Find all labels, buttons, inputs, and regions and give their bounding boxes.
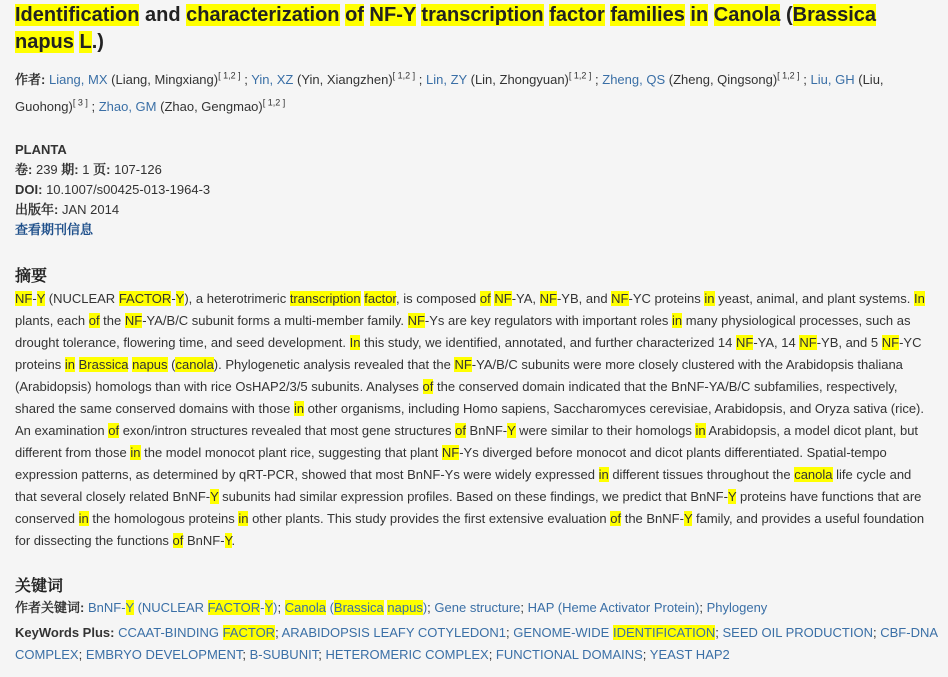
abstract-term-highlight: Y [175, 291, 185, 306]
author-full-name: (Liu, Guohong) [15, 72, 884, 114]
affiliation-ref[interactable]: [ 3 ] [72, 97, 88, 108]
abstract-term-segment: yeast, animal, and plant systems. [714, 291, 914, 306]
abstract-term-segment: ). Phylogenetic analysis revealed that the [213, 357, 455, 372]
article-title [15, 2, 940, 56]
abstract-term-highlight: canola [175, 357, 214, 372]
abstract-term-highlight: of [479, 291, 491, 306]
author-entry: Liu, GH (Liu, Guohong)[ 3 ] ; [15, 72, 884, 114]
keyword-segment[interactable]: ( [325, 600, 334, 615]
separator: ; [275, 625, 279, 640]
abstract-text [15, 288, 935, 552]
keywords-plus-label: KeyWords Plus: [15, 625, 115, 640]
abstract-term-highlight: transcription [289, 291, 361, 306]
author-entry [95, 99, 285, 114]
title-term-highlight: families [610, 4, 685, 26]
author-link[interactable]: Liu, GH [810, 72, 855, 87]
abstract-term-segment: ), a heterotrimeric [184, 291, 290, 306]
keyword-highlight[interactable]: Brassica [333, 600, 384, 615]
title-term-highlight: Identification [15, 4, 140, 26]
separator: ; [242, 647, 246, 662]
doi-value: 10.1007/s00425-013-1964-3 [46, 182, 211, 197]
title-term-highlight: in [690, 4, 709, 26]
abstract-term-highlight: In [349, 335, 361, 350]
abstract-term-highlight: in [238, 511, 249, 526]
keyword-plus-segment[interactable]: CCAAT-BINDING [118, 625, 223, 640]
keyword-plus-segment[interactable]: HETEROMERIC COMPLEX [321, 647, 489, 662]
affiliation-ref[interactable]: [ 1,2 ] [568, 70, 592, 81]
abstract-term-highlight: factor [364, 291, 397, 306]
journal-name: PLANTA [15, 142, 67, 157]
abstract-term-highlight: in [598, 467, 609, 482]
separator: ; [520, 600, 525, 615]
keyword-highlight[interactable]: FACTOR [207, 600, 261, 615]
keyword-segment[interactable]: ) [422, 600, 428, 615]
abstract-term-highlight: of [610, 511, 622, 526]
separator: ; [318, 647, 322, 662]
abstract-term-segment: were similar to their homologs [515, 423, 696, 438]
keyword-plus-highlight[interactable]: IDENTIFICATION [612, 625, 716, 640]
abstract-term-highlight: in [130, 445, 141, 460]
abstract-term-highlight: NF [124, 313, 143, 328]
title-term-highlight: Brassica [792, 4, 877, 26]
author-full-name: (Liang, Mingxiang) [111, 72, 219, 87]
author-full-name: (Yin, Xiangzhen) [297, 72, 393, 87]
abstract-term-highlight: Y [727, 489, 737, 504]
separator: ; [488, 647, 493, 662]
keyword-segment[interactable]: ) [273, 600, 278, 615]
abstract-term-segment: the BnNF- [621, 511, 684, 526]
keyword-plus-segment[interactable]: YEAST HAP2 [646, 647, 730, 662]
abstract-term-segment: the model monocot plant rice, suggesting that plant [140, 445, 442, 460]
publication-meta [15, 140, 210, 240]
abstract-term-highlight: napus [132, 357, 168, 372]
abstract-term-segment: BnNF- [183, 533, 225, 548]
pubyear-value: JAN 2014 [61, 202, 120, 217]
title-term-highlight: napus [15, 31, 74, 53]
author-entry: Liang, MX (Liang, Mingxiang)[ 1,2 ] ; [48, 70, 248, 87]
abstract-term-highlight: Y [36, 291, 46, 306]
abstract-term-highlight: Y [683, 511, 693, 526]
author-link[interactable]: Yin, XZ [251, 72, 294, 87]
abstract-term-highlight: of [172, 533, 184, 548]
abstract-term-highlight: NF [454, 357, 472, 372]
abstract-term-highlight: in [64, 357, 75, 372]
title-term-highlight: Canola [713, 4, 781, 26]
pubyear-label: 出版年: [15, 202, 59, 217]
affiliation-ref[interactable]: [ 1,2 ] [777, 70, 800, 81]
author-entry: Zheng, QS (Zheng, Qingsong)[ 1,2 ] ; [602, 70, 807, 87]
keyword-segment[interactable]: HAP (Heme Activator Protein) [524, 600, 700, 615]
abstract-term-segment: -YC proteins [628, 291, 705, 306]
author-full-name: (Zheng, Qingsong) [668, 72, 778, 87]
separator: ; [277, 600, 282, 615]
keyword-highlight[interactable]: Canola [284, 600, 326, 615]
keywords-plus [15, 622, 940, 666]
title-term-segment [708, 4, 714, 26]
keyword-plus-segment[interactable]: SEED OIL PRODUCTION [718, 625, 873, 640]
abstract-term-segment: exon/intron structures revealed that most gene structures [119, 423, 456, 438]
keyword-segment[interactable]: Gene structure [430, 600, 521, 615]
separator: ; [699, 600, 703, 615]
abstract-term-highlight: of [422, 379, 434, 394]
abstract-term-segment: (NUCLEAR [45, 291, 119, 306]
title-term-segment: .) [91, 31, 104, 53]
doi-label: DOI: [15, 182, 43, 197]
abstract-term-segment: ( [167, 357, 176, 372]
abstract-term-highlight: FACTOR [118, 291, 172, 306]
keyword-segment[interactable]: BnNF- [87, 600, 126, 615]
abstract-term-segment: -YA/B/C subunits were more closely clustered with the Arabidopsis thaliana (Arabidopsis) homologs than with rice OsHAP2/3/5 subunits. Analyses [15, 357, 903, 394]
abstract-term-highlight: NF [15, 291, 33, 306]
abstract-term-segment: -YA/B/C subunit forms a multi-member family. [142, 313, 408, 328]
abstract-term-highlight: In [913, 291, 925, 306]
abstract-term-highlight: NF [881, 335, 900, 350]
title-term-highlight: factor [549, 4, 605, 26]
abstract-term-highlight: in [695, 423, 706, 438]
abstract-term-segment: different tissues throughout the [608, 467, 795, 482]
abstract-term-segment: other plants. This study provides the first extensive evaluation [248, 511, 611, 526]
authors-label: 作者: [15, 72, 46, 87]
issue-value: 1 [82, 162, 90, 177]
abstract-term-highlight: NF [799, 335, 817, 350]
abstract-term-segment: Arabidopsis, a model dicot plant, but different from those [15, 423, 919, 460]
abstract-term-segment: - [171, 291, 176, 306]
affiliation-ref[interactable]: [ 1,2 ] [392, 70, 416, 81]
keyword-plus-segment[interactable]: B-SUBUNIT [245, 647, 319, 662]
abstract-term-segment: BnNF- [465, 423, 508, 438]
abstract-term-segment: many physiological processes, such as drought tolerance, flowering time, and seed development. [15, 313, 911, 350]
abstract-term-highlight: of [108, 423, 120, 438]
author-entry: Lin, ZY (Lin, Zhongyuan)[ 1,2 ] ; [426, 70, 599, 87]
abstract-term-segment: plants, each [15, 313, 89, 328]
keyword-segment[interactable]: - [260, 600, 265, 615]
separator: ; [642, 647, 647, 662]
issue-label: 期: [61, 162, 79, 177]
separator: ; [506, 625, 510, 640]
keyword-highlight[interactable]: napus [387, 600, 423, 615]
abstract-term-highlight: Y [224, 533, 232, 548]
author-list [15, 66, 935, 120]
title-term-segment: ( [780, 4, 793, 26]
keyword-plus-segment[interactable]: FUNCTIONAL DOMAINS [492, 647, 643, 662]
author-entry: Yin, XZ (Yin, Xiangzhen)[ 1,2 ] ; [251, 70, 423, 87]
abstract-term-segment: the homologous proteins [88, 511, 239, 526]
abstract-term-segment: , is composed [396, 291, 480, 306]
abstract-heading: 摘要 [15, 268, 48, 285]
affiliation-ref[interactable]: [ 1,2 ] [262, 97, 286, 108]
abstract-term-highlight: in [672, 313, 683, 328]
author-link[interactable]: Zhao, GM [98, 99, 157, 114]
abstract-term-highlight: NF [539, 291, 557, 306]
abstract-term-segment: - [32, 291, 37, 306]
keyword-plus-segment[interactable]: ARABIDOPSIS LEAFY COTYLEDON1 [278, 625, 507, 640]
keyword-highlight[interactable]: Y [125, 600, 134, 615]
title-term-segment [364, 4, 370, 26]
author-keywords [15, 597, 940, 619]
journal-info-link[interactable]: 查看期刊信息 [15, 222, 94, 237]
abstract-term-highlight: NF [611, 291, 629, 306]
abstract-term-segment: -YB, and 5 [816, 335, 882, 350]
abstract-term-highlight: of [455, 423, 466, 438]
keyword-plus-highlight[interactable]: FACTOR [222, 625, 276, 640]
title-term-highlight: characterization [186, 4, 340, 26]
abstract-term-highlight: NF [735, 335, 754, 350]
keyword-highlight[interactable]: Y [264, 600, 274, 615]
abstract-term-highlight: Y [507, 423, 516, 438]
separator: ; [78, 647, 83, 662]
abstract-term-segment: the conserved domain indicated that the BnNF-YA/B/C subfamilies, respectively, shared the same conserved domains with those [15, 379, 898, 416]
author-full-name: (Zhao, Gengmao) [160, 99, 263, 114]
abstract-term-segment: family, and provides a useful foundation for dissecting the functions [15, 511, 925, 548]
title-term-highlight: L [79, 31, 92, 53]
keywords-heading: 关键词 [15, 578, 64, 595]
abstract-term-highlight: canola [794, 467, 833, 482]
volume-label: 卷: [15, 162, 33, 177]
abstract-term-segment: -YB, and [556, 291, 612, 306]
abstract-term-segment: other organisms, including Homo sapiens, Saccharomyces cerevisiae, Arabidopsis, and Oryza sativa (rice). An examination [15, 401, 924, 438]
abstract-term-segment: -Ys are key regulators with important roles [424, 313, 673, 328]
title-term-segment: and [139, 4, 187, 26]
abstract-term-segment: subunits had similar expression profiles. Based on these findings, we predict that BnNF- [218, 489, 728, 504]
author-link[interactable]: Lin, ZY [426, 72, 467, 87]
abstract-term-highlight: NF [494, 291, 512, 306]
abstract-term-highlight: in [293, 401, 305, 416]
separator: ; [873, 625, 877, 640]
author-link[interactable]: Liang, MX [48, 72, 108, 87]
separator: ; [427, 600, 431, 615]
author-keywords-label: 作者关键词: [15, 600, 85, 615]
keyword-plus-segment[interactable]: EMBRYO DEVELOPMENT [82, 647, 243, 662]
separator: ; [715, 625, 719, 640]
keyword-plus-segment[interactable]: CBF-DNA COMPLEX [15, 625, 938, 662]
abstract-term-highlight: in [704, 291, 715, 306]
abstract-term-segment: . [231, 533, 236, 548]
pages-value: 107-126 [114, 162, 162, 177]
abstract-term-highlight: of [88, 313, 100, 328]
keyword-segment[interactable]: Phylogeny [702, 600, 768, 615]
author-link[interactable]: Zheng, QS [602, 72, 666, 87]
abstract-term-highlight: NF [407, 313, 425, 328]
pages-label: 页: [93, 162, 111, 177]
keyword-plus-segment[interactable]: GENOME-WIDE [509, 625, 613, 640]
abstract-term-highlight: Brassica [78, 357, 129, 372]
abstract-term-segment: -YA, [511, 291, 540, 306]
abstract-term-segment: the [99, 313, 125, 328]
abstract-term-highlight: Y [210, 489, 219, 504]
title-term-highlight: of [345, 4, 364, 26]
abstract-term-segment: -Ys diverged before monocot and dicot plants differentiated. Spatial-tempo expression patterns, as determined by qRT-PCR, showed that most BnNF-Ys were widely expressed [15, 445, 887, 482]
abstract-term-segment: life cycle and that several closely related BnNF- [15, 467, 912, 504]
abstract-term-segment: -YC proteins [15, 335, 922, 372]
volume-value: 239 [35, 162, 58, 177]
abstract-term-segment: this study, we identified, annotated, and further characterized 14 [360, 335, 736, 350]
title-term-highlight: NF-Y [369, 4, 416, 26]
keyword-segment[interactable]: (NUCLEAR [133, 600, 208, 615]
author-full-name: (Lin, Zhongyuan) [470, 72, 569, 87]
title-term-highlight: transcription [421, 4, 544, 26]
affiliation-ref[interactable]: [ 1,2 ] [218, 70, 241, 81]
abstract-term-segment: -YA, 14 [753, 335, 800, 350]
abstract-term-highlight: in [78, 511, 89, 526]
abstract-term-highlight: NF [441, 445, 460, 460]
abstract-term-segment: proteins have functions that are conserved [15, 489, 922, 526]
